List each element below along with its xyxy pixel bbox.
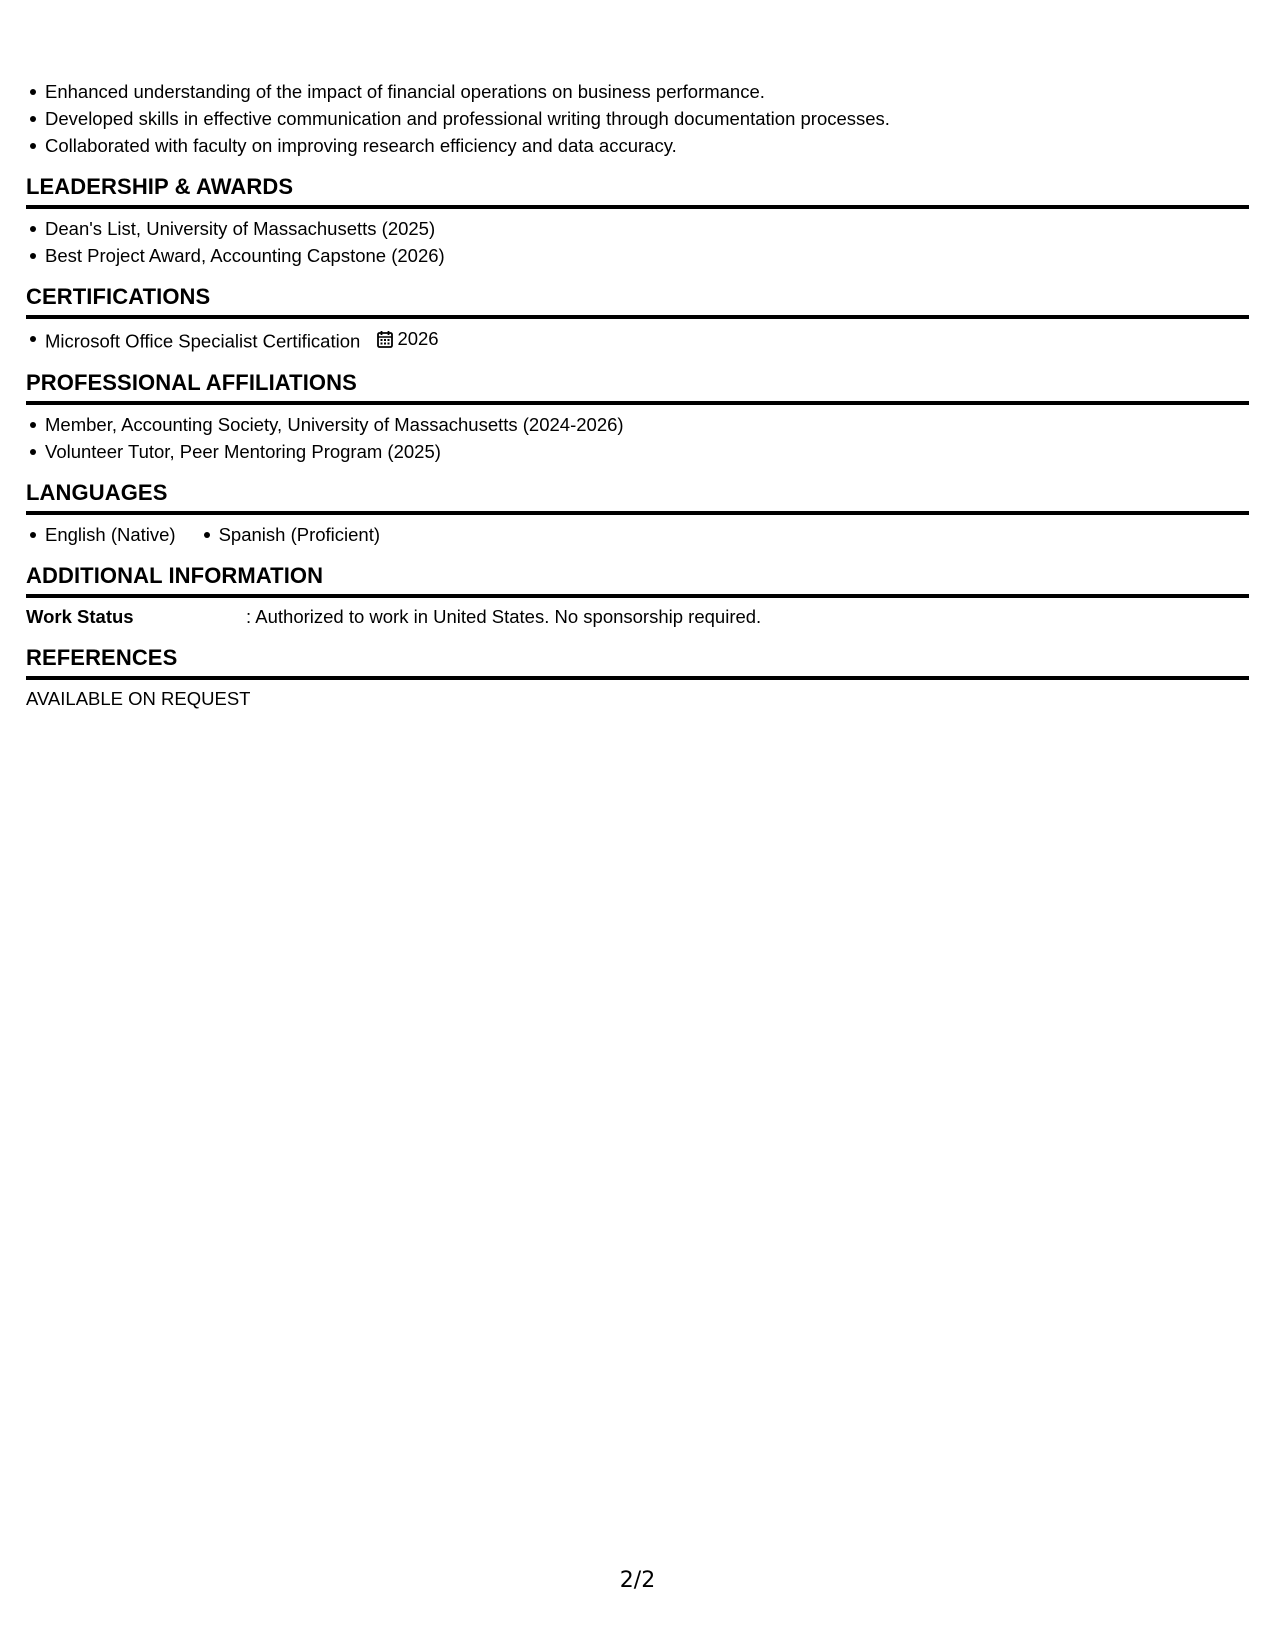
work-status-row: [26, 604, 1249, 630]
certification-date: [377, 325, 438, 352]
certification-item: [26, 325, 1249, 355]
language-item: English (Native): [26, 521, 176, 548]
experience-bullet: Collaborated with faculty on improving research efficiency and data accuracy.: [26, 132, 1249, 159]
page-number: 2/2: [619, 1568, 656, 1593]
experience-bullet: Enhanced understanding of the impact of financial operations on business performance.: [26, 78, 1249, 105]
additional-info-heading: ADDITIONAL INFORMATION: [26, 562, 1249, 598]
references-section: [26, 644, 1249, 712]
language-item: Spanish (Proficient): [200, 521, 380, 548]
certifications-heading: CERTIFICATIONS: [26, 283, 1249, 319]
certification-year: 2026: [397, 328, 439, 349]
languages-section: [26, 479, 1249, 548]
leadership-list: [26, 215, 1249, 269]
references-heading: REFERENCES: [26, 644, 1249, 680]
affiliations-section: [26, 369, 1249, 465]
leadership-item: Dean's List, University of Massachusetts (2025): [26, 215, 1249, 242]
experience-bullet: Developed skills in effective communication and professional writing through documentation processes.: [26, 105, 1249, 132]
work-status-label: Work Status: [26, 605, 134, 627]
resume-page: [26, 78, 1249, 712]
leadership-item: Best Project Award, Accounting Capstone (2026): [26, 242, 1249, 269]
work-status-value: : Authorized to work in United States. No sponsorship required.: [246, 605, 762, 627]
additional-info-section: [26, 562, 1249, 630]
languages-list: [26, 521, 1249, 548]
certifications-section: [26, 283, 1249, 355]
affiliation-item: Member, Accounting Society, University of Massachusetts (2024-2026): [26, 411, 1249, 438]
affiliations-heading: PROFESSIONAL AFFILIATIONS: [26, 369, 1249, 405]
leadership-heading: LEADERSHIP & AWARDS: [26, 173, 1249, 209]
references-text: AVAILABLE ON REQUEST: [26, 687, 251, 709]
affiliation-item: Volunteer Tutor, Peer Mentoring Program (2025): [26, 438, 1249, 465]
leadership-section: [26, 173, 1249, 269]
calendar-icon: [377, 330, 393, 348]
affiliations-list: [26, 411, 1249, 465]
certifications-list: [26, 325, 1249, 355]
certification-name: Microsoft Office Specialist Certification: [45, 330, 361, 352]
languages-heading: LANGUAGES: [26, 479, 1249, 515]
experience-bullet-list: [26, 78, 1249, 159]
